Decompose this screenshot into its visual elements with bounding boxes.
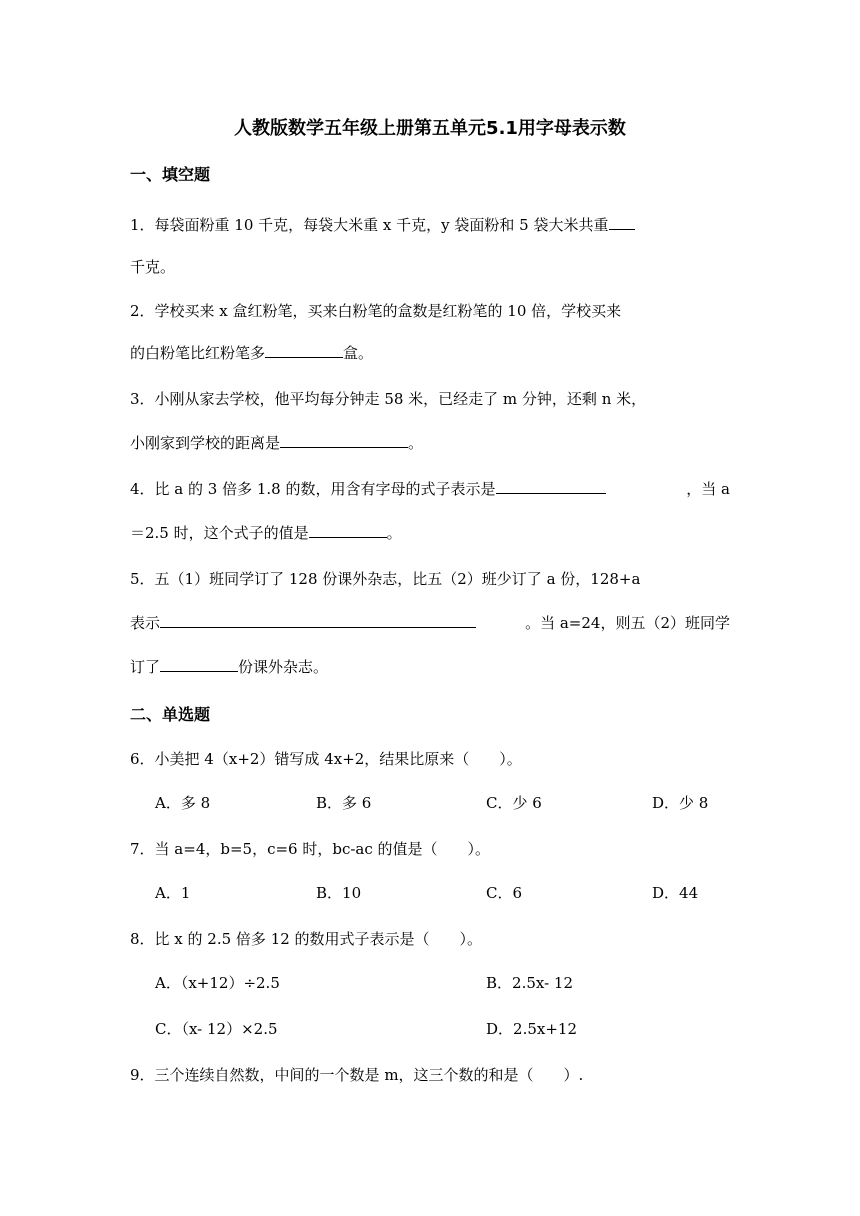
question-1-unit: 千克。 (130, 258, 176, 276)
section-single-choice-heading: 二、单选题 (130, 705, 211, 724)
page-title: 人教版数学五年级上册第五单元5.1用字母表示数 (234, 118, 626, 139)
question-3-line-2 (130, 432, 730, 453)
question-3-end: 。 (408, 434, 424, 452)
question-8-option-c[interactable]: C．（x- 12）×2.5 (155, 1020, 278, 1038)
question-2-line-1 (130, 300, 730, 321)
question-6-text: 6．小美把 4（x+2）错写成 4x+2，结果比原来（ ）。 (130, 750, 522, 768)
question-9-text: 9．三个连续自然数，中间的一个数是 m，这三个数的和是（ ）. (130, 1066, 584, 1084)
question-2-blank[interactable] (265, 342, 343, 358)
question-7-option-b[interactable]: B．10 (316, 884, 362, 902)
question-2-text-2: 的白粉笔比红粉笔多 (130, 344, 266, 362)
question-4-blank-1[interactable] (496, 478, 606, 494)
question-5-text-3: 。当 a=24，则五（2）班同学 (525, 614, 730, 632)
section-fill-blank-heading: 一、填空题 (130, 165, 211, 184)
question-4-text-2: ，当 a (686, 480, 730, 498)
question-7-option-d[interactable]: D．44 (652, 884, 699, 902)
question-6-option-c[interactable]: C．少 6 (486, 794, 542, 812)
question-7-option-a[interactable]: A．1 (155, 884, 191, 902)
question-6-option-a[interactable]: A．多 8 (155, 794, 211, 812)
question-5-text-2: 表示 (130, 614, 161, 632)
question-5-blank-2[interactable] (160, 656, 238, 672)
question-4-line-1 (130, 478, 730, 499)
question-5-text-4: 订了 (130, 658, 161, 676)
question-6-option-b[interactable]: B．多 6 (316, 794, 372, 812)
question-1-line-1 (130, 214, 730, 235)
question-4-line-2 (130, 522, 730, 543)
question-1-line-2 (130, 256, 730, 277)
question-7-text: 7．当 a=4，b=5，c=6 时，bc-ac 的值是（ ）。 (130, 840, 491, 858)
question-3-line-1 (130, 388, 730, 409)
question-3-blank[interactable] (280, 432, 408, 448)
question-5-text: 5．五（1）班同学订了 128 份课外杂志，比五（2）班少订了 a 份，128+a (130, 570, 641, 588)
question-5-blank-1[interactable] (160, 612, 476, 628)
question-3-text: 3．小刚从家去学校，他平均每分钟走 58 米，已经走了 m 分钟，还剩 n 米， (130, 390, 647, 408)
question-7-option-c[interactable]: C．6 (486, 884, 523, 902)
question-8-option-a[interactable]: A．（x+12）÷2.5 (155, 974, 280, 992)
question-8-option-b[interactable]: B．2.5x- 12 (486, 974, 573, 992)
question-1-blank[interactable] (609, 214, 635, 230)
question-5-end: 份课外杂志。 (238, 658, 329, 676)
question-6-option-d[interactable]: D．少 8 (652, 794, 709, 812)
question-4-end: 。 (386, 524, 402, 542)
question-2-unit: 盒。 (343, 344, 374, 362)
question-5-line-2 (130, 612, 730, 633)
question-5-line-1 (130, 568, 730, 589)
question-5-line-3 (130, 656, 730, 677)
question-2-line-2 (130, 342, 730, 363)
question-4-text-3: ＝2.5 时，这个式子的值是 (130, 524, 309, 542)
question-1-text: 1．每袋面粉重 10 千克，每袋大米重 x 千克，y 袋面粉和 5 袋大米共重 (130, 216, 609, 234)
question-5-group (130, 612, 476, 633)
question-4-text: 4．比 a 的 3 倍多 1.8 的数，用含有字母的式子表示是 (130, 480, 496, 498)
question-3-text-2: 小刚家到学校的距离是 (130, 434, 281, 452)
question-4-group (130, 478, 606, 499)
question-2-text: 2．学校买来 x 盒红粉笔，买来白粉笔的盒数是红粉笔的 10 倍，学校买来 (130, 302, 622, 320)
question-8-text: 8．比 x 的 2.5 倍多 12 的数用式子表示是（ ）。 (130, 930, 483, 948)
question-8-option-d[interactable]: D．2.5x+12 (486, 1020, 577, 1038)
question-4-blank-2[interactable] (309, 522, 387, 538)
